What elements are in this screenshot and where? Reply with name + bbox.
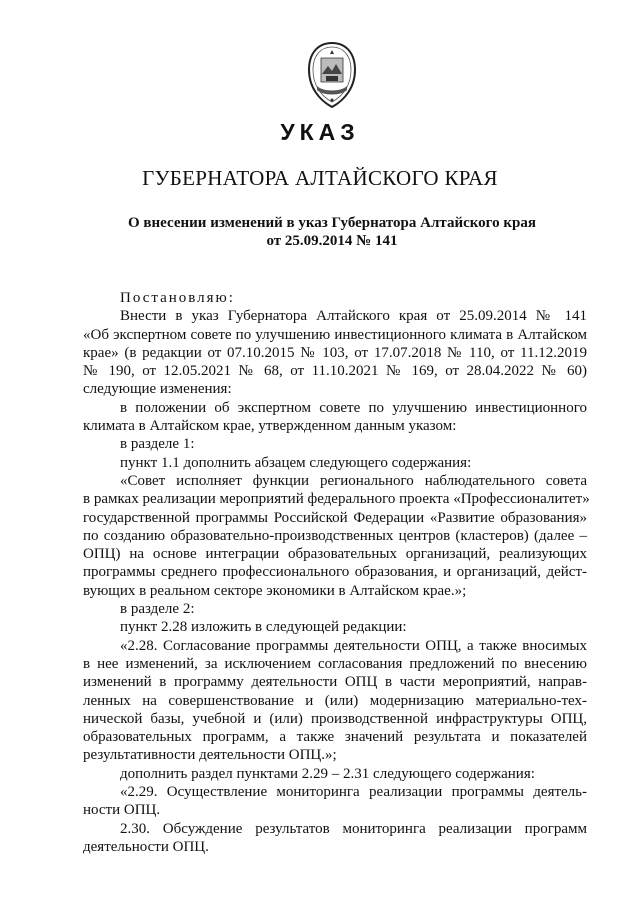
document-type-title: УКАЗ (280, 119, 360, 145)
body-text-line: по созданию образовательно-производственных центров (кластеров) (далее – (83, 527, 587, 544)
body-text-line: вующих в реальном секторе экономики в Алтайском крае.»; (83, 582, 467, 599)
body-text-line: «Об экспертном совете по улучшению инвестиционного климата в Алтайском (83, 326, 587, 343)
body-text-line: «2.29. Осуществление мониторинга реализации программы деятель- (120, 784, 587, 801)
body-text-line: Внести в указ Губернатора Алтайского края от 25.09.2014 № 141 (120, 308, 587, 325)
body-text-line: ленных на совершенствование и (или) модернизацию материально-тех- (83, 692, 587, 709)
body-text-line: ности ОПЦ. (83, 802, 161, 819)
body-text-line: ОПЦ) на основе интеграции образовательных организаций, реализующих (83, 546, 587, 563)
body-text-line: в рамках реализации мероприятий федерального проекта «Профессионалитет» (83, 491, 590, 508)
body-text-line: в разделе 1: (120, 436, 195, 453)
body-text-line: нической базы, учебной и (или) производственной инфраструктуры ОПЦ, (83, 710, 587, 727)
body-text-line: программы среднего профессионального образования, и организаций, дейст- (83, 564, 587, 581)
body-text-line: дополнить раздел пунктами 2.29 – 2.31 следующего содержания: (120, 765, 535, 782)
body-text-line: климата в Алтайском крае, утвержденном данным указом: (83, 418, 457, 435)
document-body (83, 289, 590, 856)
body-text-line: изменений в программу деятельности ОПЦ в части мероприятий, направ- (83, 674, 587, 691)
heading-line: от 25.09.2014 № 141 (266, 233, 398, 249)
body-text-line: государственной программы Российской Федерации «Развитие образования» (83, 509, 587, 526)
heading-line: О внесении изменений в указ Губернатора Алтайского края (128, 215, 536, 231)
body-text-line: результативности деятельности ОПЦ.»; (83, 747, 337, 764)
body-text-line: пункт 2.28 изложить в следующей редакции: (120, 619, 407, 636)
body-text-line: в нее изменений, за исключением согласования предложений по внесению (83, 655, 587, 672)
body-text-line: Постановляю: (120, 290, 235, 306)
body-text-line: в положении об экспертном совете по улучшению инвестиционного (120, 399, 587, 416)
body-text-line: образовательных программ, а также значений результата и показателей (83, 729, 587, 746)
altai-krai-coat-of-arms-icon (303, 40, 361, 110)
body-text-line: «2.28. Согласование программы деятельности ОПЦ, а также вносимых (120, 637, 587, 654)
body-text-line: деятельности ОПЦ. (83, 838, 209, 855)
body-text-line: № 190, от 12.05.2021 № 68, от 11.10.2021 № 169, от 28.04.2022 № 60) (83, 363, 587, 380)
document-heading (0, 214, 640, 250)
body-text-line: в разделе 2: (120, 601, 195, 618)
body-text-line: крае» (в редакции от 07.10.2015 № 103, от 17.07.2018 № 110, от 11.12.2019 (83, 344, 587, 361)
body-text-line: пункт 1.1 дополнить абзацем следующего содержания: (120, 454, 472, 471)
body-text-line: 2.30. Обсуждение результатов мониторинга реализации программ (120, 820, 587, 837)
issuer-subtitle: ГУБЕРНАТОРА АЛТАЙСКОГО КРАЯ (142, 166, 498, 190)
body-text-line: следующие изменения: (83, 381, 232, 398)
body-text-line: «Совет исполняет функции регионального наблюдательного совета (120, 472, 587, 489)
